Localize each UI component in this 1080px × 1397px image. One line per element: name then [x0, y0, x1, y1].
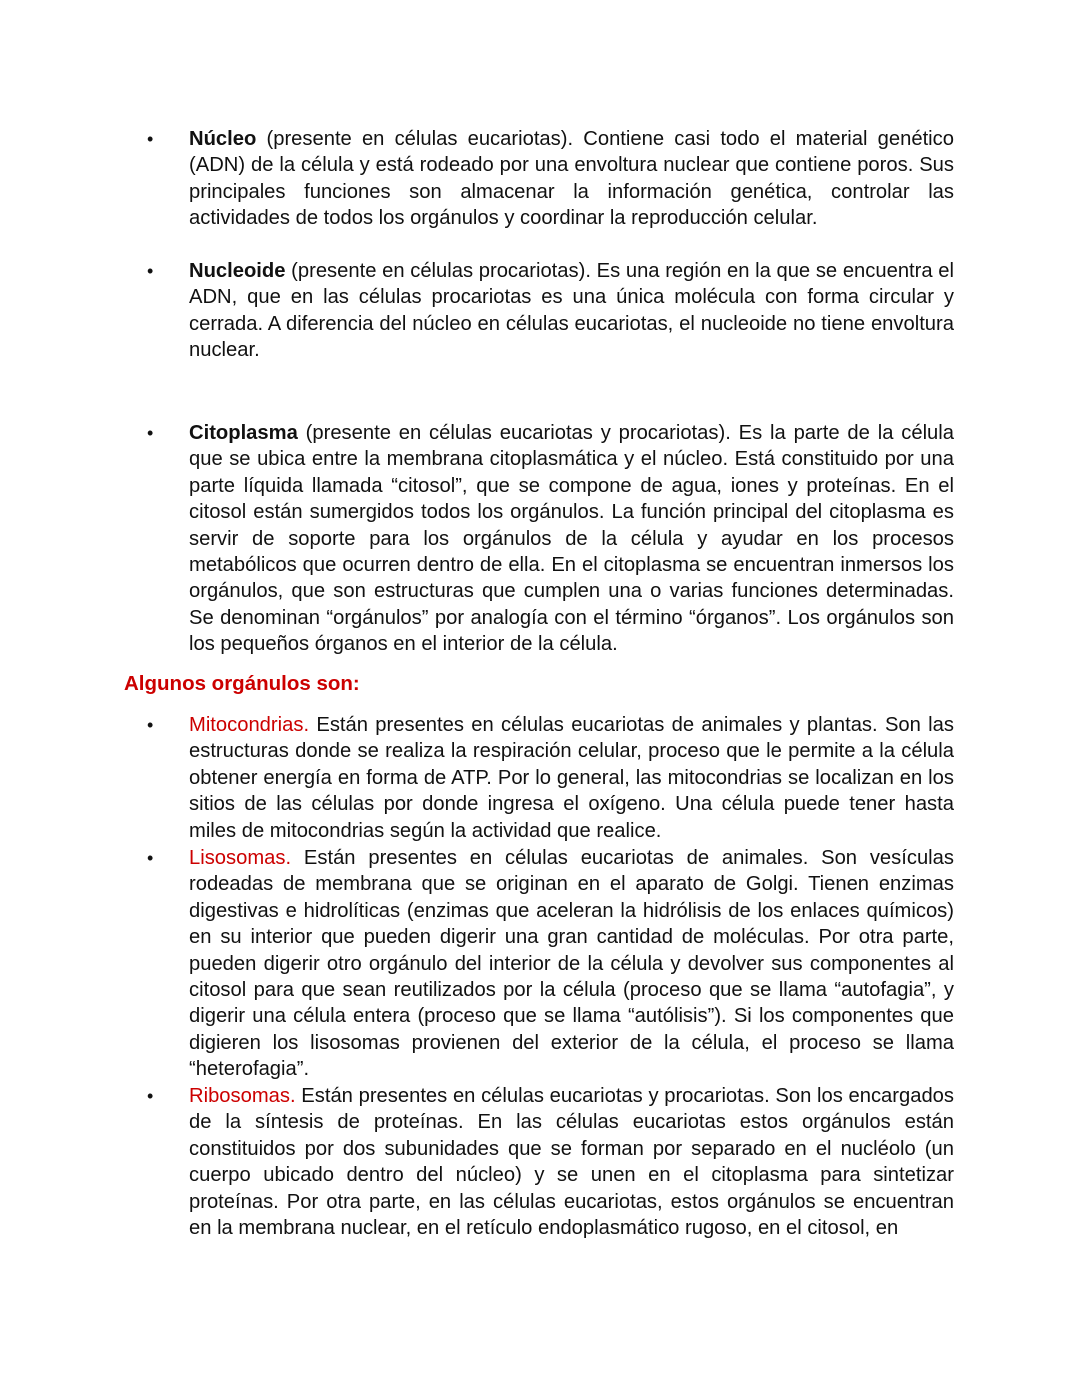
text-citoplasma: (presente en células eucariotas y procariotas). Es la parte de la célula que se ubica entre la membrana citoplasmática y el núcleo. Está constituido por una parte líquida llamada “citosol”, que se compone de agua, iones y proteínas. En el citosol están sumergidos todos los orgánulos. La función principal del citoplasma es servir de soporte para los orgánulos de la célula y ayudar en los procesos metabólicos que ocurren dentro de ella. En el citoplasma se encuentran inmersos los orgánulos, que son estructuras que cumplen una o varias funciones determinadas. Se denominan “orgánulos” por analogía con el término “órganos”. Los orgánulos son los pequeños órganos en el interior de la célula.	[189, 422, 954, 656]
bullet-icon: •	[147, 423, 154, 443]
list-item-citoplasma	[147, 420, 954, 658]
bullet-icon: •	[147, 1086, 154, 1106]
text-ribosomas: Están presentes en células eucariotas y procariotas. Son los encargados de la síntesis de proteínas. En las células eucariotas estos orgánulos están constituidos por dos subunidades que se forman por separado en el nucléolo (un cuerpo ubicado dentro del núcleo) y se unen en el citoplasma para sintetizar proteínas. Por otra parte, en las células eucariotas, estos orgánulos se encuentran en la membrana nuclear, en el retículo endoplasmático rugoso, en el citosol, en	[189, 1085, 954, 1240]
bullet-icon: •	[147, 848, 154, 868]
text-nucleo: (presente en células eucariotas). Contiene casi todo el material genético (ADN) de la célula y está rodeado por una envoltura nuclear que contiene poros. Sus principales funciones son almacenar la información genética, controlar las actividades de todos los orgánulos y coordinar la reproducción celular.	[189, 128, 954, 230]
section-heading: Algunos orgánulos son:	[124, 672, 360, 695]
text-nucleoide: (presente en células procariotas). Es una región en la que se encuentra el ADN, que en las células procariotas es una única molécula con forma circular y cerrada. A diferencia del núcleo en células eucariotas, el nucleoide no tiene envoltura nuclear.	[189, 260, 954, 362]
term-mitocondrias: Mitocondrias.	[189, 714, 310, 736]
list-item-nucleoide	[147, 258, 954, 364]
list-item-ribosomas	[147, 1083, 954, 1241]
term-nucleoide: Nucleoide	[189, 260, 286, 282]
term-lisosomas: Lisosomas.	[189, 847, 292, 869]
term-ribosomas: Ribosomas.	[189, 1085, 296, 1107]
text-mitocondrias: Están presentes en células eucariotas de animales y plantas. Son las estructuras donde se realiza la respiración celular, proceso que le permite a la célula obtener energía en forma de ATP. Por lo general, las mitocondrias se localizan en los sitios de las células por donde ingresa el oxígeno. Una célula puede tener hasta miles de mitocondrias según la actividad que realice.	[189, 714, 954, 842]
text-lisosomas: Están presentes en células eucariotas de animales. Son vesículas rodeadas de membrana que se originan en el aparato de Golgi. Tienen enzimas digestivas e hidrolíticas (enzimas que aceleran la hidrólisis de los enlaces químicos) en su interior que pueden digerir una gran cantidad de moléculas. Por otra parte, pueden digerir otro orgánulo del interior de la célula y devolver sus componentes al citosol para que sean reutilizados por la célula (proceso que se llama “autofagia”, y digerir una célula entera (proceso que se llama “autólisis”). Si los componentes que digieren los lisosomas provienen del exterior de la célula, el proceso se llama “heterofagia”.	[189, 847, 954, 1081]
bullet-icon: •	[147, 715, 154, 735]
list-item-nucleo	[147, 126, 954, 232]
list-item-lisosomas	[147, 845, 954, 1083]
term-nucleo: Núcleo	[189, 128, 257, 150]
bullet-icon: •	[147, 261, 154, 281]
term-citoplasma: Citoplasma	[189, 422, 298, 444]
bullet-icon: •	[147, 129, 154, 149]
list-item-mitocondrias	[147, 712, 954, 844]
